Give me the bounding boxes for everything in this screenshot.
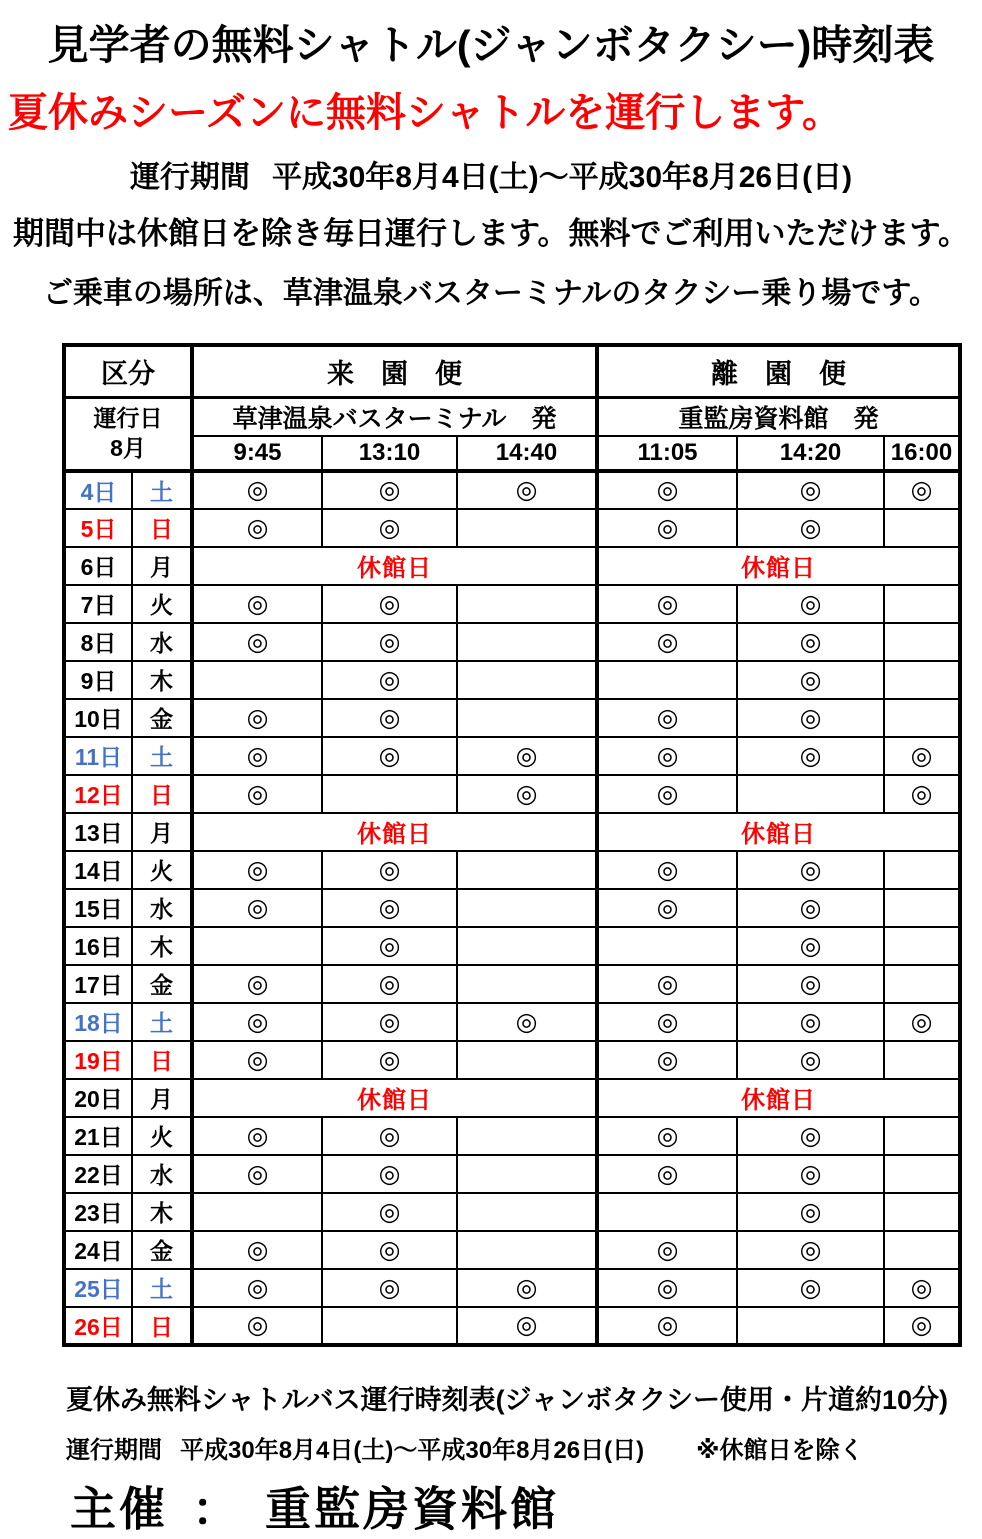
empty-cell [457,509,597,547]
date-cell: 4日 [64,471,132,509]
day-of-week-cell: 土 [132,471,192,509]
day-of-week-cell: 月 [132,1079,192,1117]
date-cell: 25日 [64,1269,132,1307]
closed-day-cell: 休館日 [597,813,960,851]
time-column-2: 13:10 [322,436,457,471]
date-cell: 13日 [64,813,132,851]
empty-cell [322,775,457,813]
date-cell: 14日 [64,851,132,889]
closed-day-cell: 休館日 [192,813,597,851]
table-row [64,1079,960,1117]
service-mark-cell: ◎ [597,965,737,1003]
service-mark-cell: ◎ [597,851,737,889]
service-mark-cell: ◎ [597,1231,737,1269]
service-mark-cell: ◎ [737,1003,884,1041]
date-cell: 26日 [64,1307,132,1345]
service-mark-cell: ◎ [457,1307,597,1345]
date-cell: 20日 [64,1079,132,1117]
day-of-week-cell: 土 [132,1269,192,1307]
service-mark-cell: ◎ [597,1269,737,1307]
service-mark-cell: ◎ [457,1269,597,1307]
service-mark-cell: ◎ [457,471,597,509]
time-column-3: 14:40 [457,436,597,471]
table-header-row-departure [64,397,960,436]
empty-cell [192,1193,322,1231]
date-cell: 7日 [64,585,132,623]
service-mark-cell: ◎ [192,1041,322,1079]
closed-day-cell: 休館日 [192,1079,597,1117]
service-mark-cell: ◎ [192,585,322,623]
service-mark-cell: ◎ [322,1155,457,1193]
service-mark-cell: ◎ [884,737,960,775]
day-of-week-cell: 日 [132,775,192,813]
date-cell: 22日 [64,1155,132,1193]
service-mark-cell: ◎ [322,661,457,699]
service-mark-cell: ◎ [322,737,457,775]
day-of-week-cell: 火 [132,585,192,623]
date-cell: 18日 [64,1003,132,1041]
service-mark-cell: ◎ [597,1155,737,1193]
table-row [64,813,960,851]
header-outbound-departure: 重監房資料館 発 [597,397,960,436]
service-mark-cell: ◎ [737,661,884,699]
table-row [64,1269,960,1307]
date-cell: 6日 [64,547,132,585]
date-cell: 17日 [64,965,132,1003]
day-of-week-cell: 金 [132,699,192,737]
organizer-colon: ： [192,1482,241,1535]
table-row [64,547,960,585]
service-mark-cell: ◎ [737,1269,884,1307]
service-mark-cell: ◎ [597,509,737,547]
service-mark-cell: ◎ [737,1155,884,1193]
empty-cell [597,927,737,965]
day-of-week-cell: 日 [132,1307,192,1345]
day-of-week-cell: 火 [132,1117,192,1155]
empty-cell [884,1117,960,1155]
service-mark-cell: ◎ [322,509,457,547]
organizer-name: 重監房資料館 [265,1482,559,1535]
table-row [64,965,960,1003]
day-of-week-cell: 土 [132,737,192,775]
date-cell: 19日 [64,1041,132,1079]
day-of-week-cell: 土 [132,1003,192,1041]
note-line-2: ご乗車の場所は、草津温泉バスターミナルのタクシー乗り場です。 [42,277,940,310]
service-mark-cell: ◎ [737,1193,884,1231]
time-column-1: 9:45 [192,436,322,471]
empty-cell [192,927,322,965]
empty-cell [884,509,960,547]
empty-cell [884,1155,960,1193]
empty-cell [737,1307,884,1345]
service-mark-cell: ◎ [884,471,960,509]
service-mark-cell: ◎ [737,471,884,509]
date-cell: 24日 [64,1231,132,1269]
service-mark-cell: ◎ [597,471,737,509]
service-mark-cell: ◎ [737,851,884,889]
service-mark-cell: ◎ [597,889,737,927]
empty-cell [884,889,960,927]
day-of-week-cell: 木 [132,661,192,699]
service-mark-cell: ◎ [322,1003,457,1041]
empty-cell [457,1231,597,1269]
empty-cell [884,699,960,737]
service-mark-cell: ◎ [737,699,884,737]
day-of-week-cell: 金 [132,965,192,1003]
table-row [64,1155,960,1193]
closed-day-cell: 休館日 [192,547,597,585]
table-row [64,1231,960,1269]
empty-cell [457,965,597,1003]
service-mark-cell: ◎ [737,737,884,775]
day-of-week-cell: 木 [132,1193,192,1231]
empty-cell [457,1155,597,1193]
subtitle-red: 夏休みシーズンに無料シャトルを運行します。 [8,91,842,135]
header-operating-day [64,397,192,471]
service-mark-cell: ◎ [192,1117,322,1155]
period-value: 平成30年8月4日(土)～平成30年8月26日(日) [271,161,853,194]
date-cell: 5日 [64,509,132,547]
service-mark-cell: ◎ [597,585,737,623]
empty-cell [884,1231,960,1269]
date-cell: 15日 [64,889,132,927]
date-cell: 21日 [64,1117,132,1155]
service-mark-cell: ◎ [192,851,322,889]
service-mark-cell: ◎ [597,623,737,661]
date-cell: 16日 [64,927,132,965]
service-mark-cell: ◎ [457,775,597,813]
service-mark-cell: ◎ [322,889,457,927]
footer-period-label: 運行期間 [66,1436,162,1464]
empty-cell [322,1307,457,1345]
day-of-week-cell: 日 [132,509,192,547]
footer-title: 夏休み無料シャトルバス運行時刻表(ジャンボタクシー使用・片道約10分) [66,1384,949,1415]
service-mark-cell: ◎ [192,1155,322,1193]
empty-cell [737,775,884,813]
service-mark-cell: ◎ [322,851,457,889]
service-mark-cell: ◎ [597,699,737,737]
empty-cell [597,1193,737,1231]
service-mark-cell: ◎ [597,775,737,813]
operating-day-label: 運行日 [93,404,163,431]
day-of-week-cell: 月 [132,813,192,851]
table-row [64,699,960,737]
service-mark-cell: ◎ [192,1307,322,1345]
table-header-row-times [64,436,960,471]
service-mark-cell: ◎ [322,927,457,965]
day-of-week-cell: 水 [132,1155,192,1193]
service-mark-cell: ◎ [737,509,884,547]
service-mark-cell: ◎ [322,1041,457,1079]
service-mark-cell: ◎ [737,1041,884,1079]
table-row [64,661,960,699]
date-cell: 11日 [64,737,132,775]
table-header-row-category [64,345,960,397]
month-label: 8月 [110,434,146,461]
service-mark-cell: ◎ [737,927,884,965]
day-of-week-cell: 火 [132,851,192,889]
service-mark-cell: ◎ [192,1231,322,1269]
service-mark-cell: ◎ [192,623,322,661]
service-mark-cell: ◎ [192,699,322,737]
closed-day-cell: 休館日 [597,1079,960,1117]
empty-cell [192,661,322,699]
service-mark-cell: ◎ [192,889,322,927]
service-mark-cell: ◎ [737,965,884,1003]
period-label: 運行期間 [129,161,250,194]
time-column-6: 16:00 [884,436,960,471]
service-mark-cell: ◎ [884,775,960,813]
date-cell: 10日 [64,699,132,737]
service-mark-cell: ◎ [192,775,322,813]
date-cell: 8日 [64,623,132,661]
note-line-1: 期間中は休館日を除き毎日運行します。無料でご利用いただけます。 [12,216,970,251]
empty-cell [457,1117,597,1155]
shuttle-timetable [62,343,962,1347]
table-row [64,509,960,547]
day-of-week-cell: 金 [132,1231,192,1269]
organizer-line [0,1473,982,1539]
service-mark-cell: ◎ [192,509,322,547]
date-cell: 23日 [64,1193,132,1231]
page-title: 見学者の無料シャトル(ジャンボタクシー)時刻表 [47,22,935,68]
service-mark-cell: ◎ [884,1269,960,1307]
empty-cell [597,661,737,699]
table-row [64,471,960,509]
service-mark-cell: ◎ [597,1117,737,1155]
table-row [64,1041,960,1079]
service-mark-cell: ◎ [322,965,457,1003]
header-inbound: 来 園 便 [192,345,597,397]
service-mark-cell: ◎ [322,1193,457,1231]
table-row [64,1117,960,1155]
service-mark-cell: ◎ [737,1117,884,1155]
empty-cell [457,851,597,889]
service-mark-cell: ◎ [457,1003,597,1041]
service-mark-cell: ◎ [597,1003,737,1041]
table-row [64,1193,960,1231]
day-of-week-cell: 水 [132,623,192,661]
timetable-body [64,471,960,1345]
service-mark-cell: ◎ [322,699,457,737]
service-mark-cell: ◎ [597,1307,737,1345]
service-mark-cell: ◎ [737,585,884,623]
table-row [64,1003,960,1041]
service-mark-cell: ◎ [322,1231,457,1269]
empty-cell [884,661,960,699]
service-mark-cell: ◎ [192,965,322,1003]
date-cell: 9日 [64,661,132,699]
empty-cell [884,965,960,1003]
empty-cell [884,1193,960,1231]
empty-cell [884,1041,960,1079]
empty-cell [884,927,960,965]
date-cell: 12日 [64,775,132,813]
service-mark-cell: ◎ [322,585,457,623]
empty-cell [457,661,597,699]
time-column-5: 14:20 [737,436,884,471]
empty-cell [457,1193,597,1231]
table-row [64,775,960,813]
service-mark-cell: ◎ [597,1041,737,1079]
service-mark-cell: ◎ [322,1269,457,1307]
day-of-week-cell: 木 [132,927,192,965]
service-mark-cell: ◎ [737,623,884,661]
empty-cell [457,585,597,623]
table-row [64,851,960,889]
service-mark-cell: ◎ [737,1231,884,1269]
header-outbound: 離 園 便 [597,345,960,397]
service-mark-cell: ◎ [322,1117,457,1155]
footer-closed-note: ※休館日を除く [696,1436,864,1464]
service-mark-cell: ◎ [597,737,737,775]
service-mark-cell: ◎ [884,1307,960,1345]
table-row [64,889,960,927]
service-mark-cell: ◎ [457,737,597,775]
empty-cell [457,699,597,737]
empty-cell [884,851,960,889]
empty-cell [457,889,597,927]
service-mark-cell: ◎ [322,623,457,661]
empty-cell [457,927,597,965]
service-mark-cell: ◎ [884,1003,960,1041]
empty-cell [457,1041,597,1079]
time-column-4: 11:05 [597,436,737,471]
footer-period-line [0,1430,982,1465]
table-row [64,927,960,965]
table-row [64,623,960,661]
day-of-week-cell: 水 [132,889,192,927]
empty-cell [884,623,960,661]
table-row [64,737,960,775]
day-of-week-cell: 月 [132,547,192,585]
table-row [64,1307,960,1345]
service-mark-cell: ◎ [737,889,884,927]
closed-day-cell: 休館日 [597,547,960,585]
day-of-week-cell: 日 [132,1041,192,1079]
empty-cell [884,585,960,623]
header-inbound-departure: 草津温泉バスターミナル 発 [192,397,597,436]
organizer-label: 主催 [70,1482,168,1535]
service-mark-cell: ◎ [192,471,322,509]
service-mark-cell: ◎ [192,1269,322,1307]
footer-period-value: 平成30年8月4日(土)～平成30年8月26日(日) [180,1436,645,1464]
table-row [64,585,960,623]
header-kubun: 区分 [64,345,192,397]
service-mark-cell: ◎ [192,737,322,775]
empty-cell [457,623,597,661]
service-mark-cell: ◎ [322,471,457,509]
operation-period-line [0,152,982,196]
service-mark-cell: ◎ [192,1003,322,1041]
